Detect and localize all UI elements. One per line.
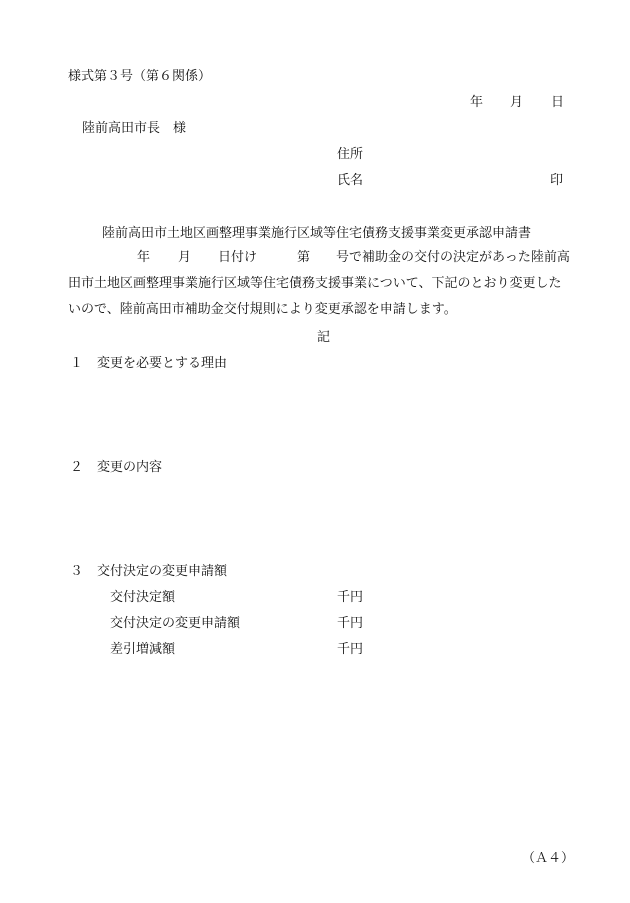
body-month: 月 — [178, 250, 192, 265]
date-day: 日 — [551, 95, 565, 110]
ki-heading: 記 — [317, 330, 331, 345]
body-number: 第 — [297, 250, 311, 265]
body-day: 日付け — [218, 250, 258, 265]
amount-label: 交付決定の変更申請額 — [110, 616, 241, 631]
body-line-3: いので、陸前高田市補助金交付規則により変更承認を申請します。 — [68, 302, 457, 317]
section-3-number: ３ — [70, 564, 84, 579]
body-line-2: 田市土地区画整理事業施行区域等住宅債務支援事業について、下記のとおり変更した — [68, 276, 562, 291]
paper-size-note: （Ａ４） — [522, 851, 575, 866]
body-line-1 — [68, 245, 580, 271]
applicant-name-label: 氏名 — [337, 173, 364, 188]
date-year: 年 — [470, 95, 484, 110]
seal-mark: 印 — [550, 173, 564, 188]
amount-label: 差引増減額 — [110, 642, 176, 657]
section-1-title: 変更を必要とする理由 — [97, 356, 228, 371]
applicant-address-label: 住所 — [337, 147, 364, 162]
body-paragraph — [68, 245, 580, 323]
amount-unit: 千円 — [337, 642, 364, 657]
body-year: 年 — [137, 250, 151, 265]
amount-unit: 千円 — [337, 590, 364, 605]
section-2-title: 変更の内容 — [97, 460, 163, 475]
section-3-title: 交付決定の変更申請額 — [97, 564, 228, 579]
section-1-number: １ — [70, 356, 84, 371]
date-month: 月 — [510, 95, 524, 110]
amount-unit: 千円 — [337, 616, 364, 631]
document-title: 陸前高田市土地区画整理事業施行区域等住宅債務支援事業変更承認申請書 — [102, 226, 532, 241]
amount-label: 交付決定額 — [110, 590, 176, 605]
section-2-number: ２ — [70, 460, 84, 475]
addressee: 陸前高田市長 様 — [82, 121, 187, 136]
form-number: 様式第３号（第６関係） — [68, 69, 212, 84]
body-line-1-rest: 号で補助金の交付の決定があった陸前高 — [336, 250, 570, 265]
